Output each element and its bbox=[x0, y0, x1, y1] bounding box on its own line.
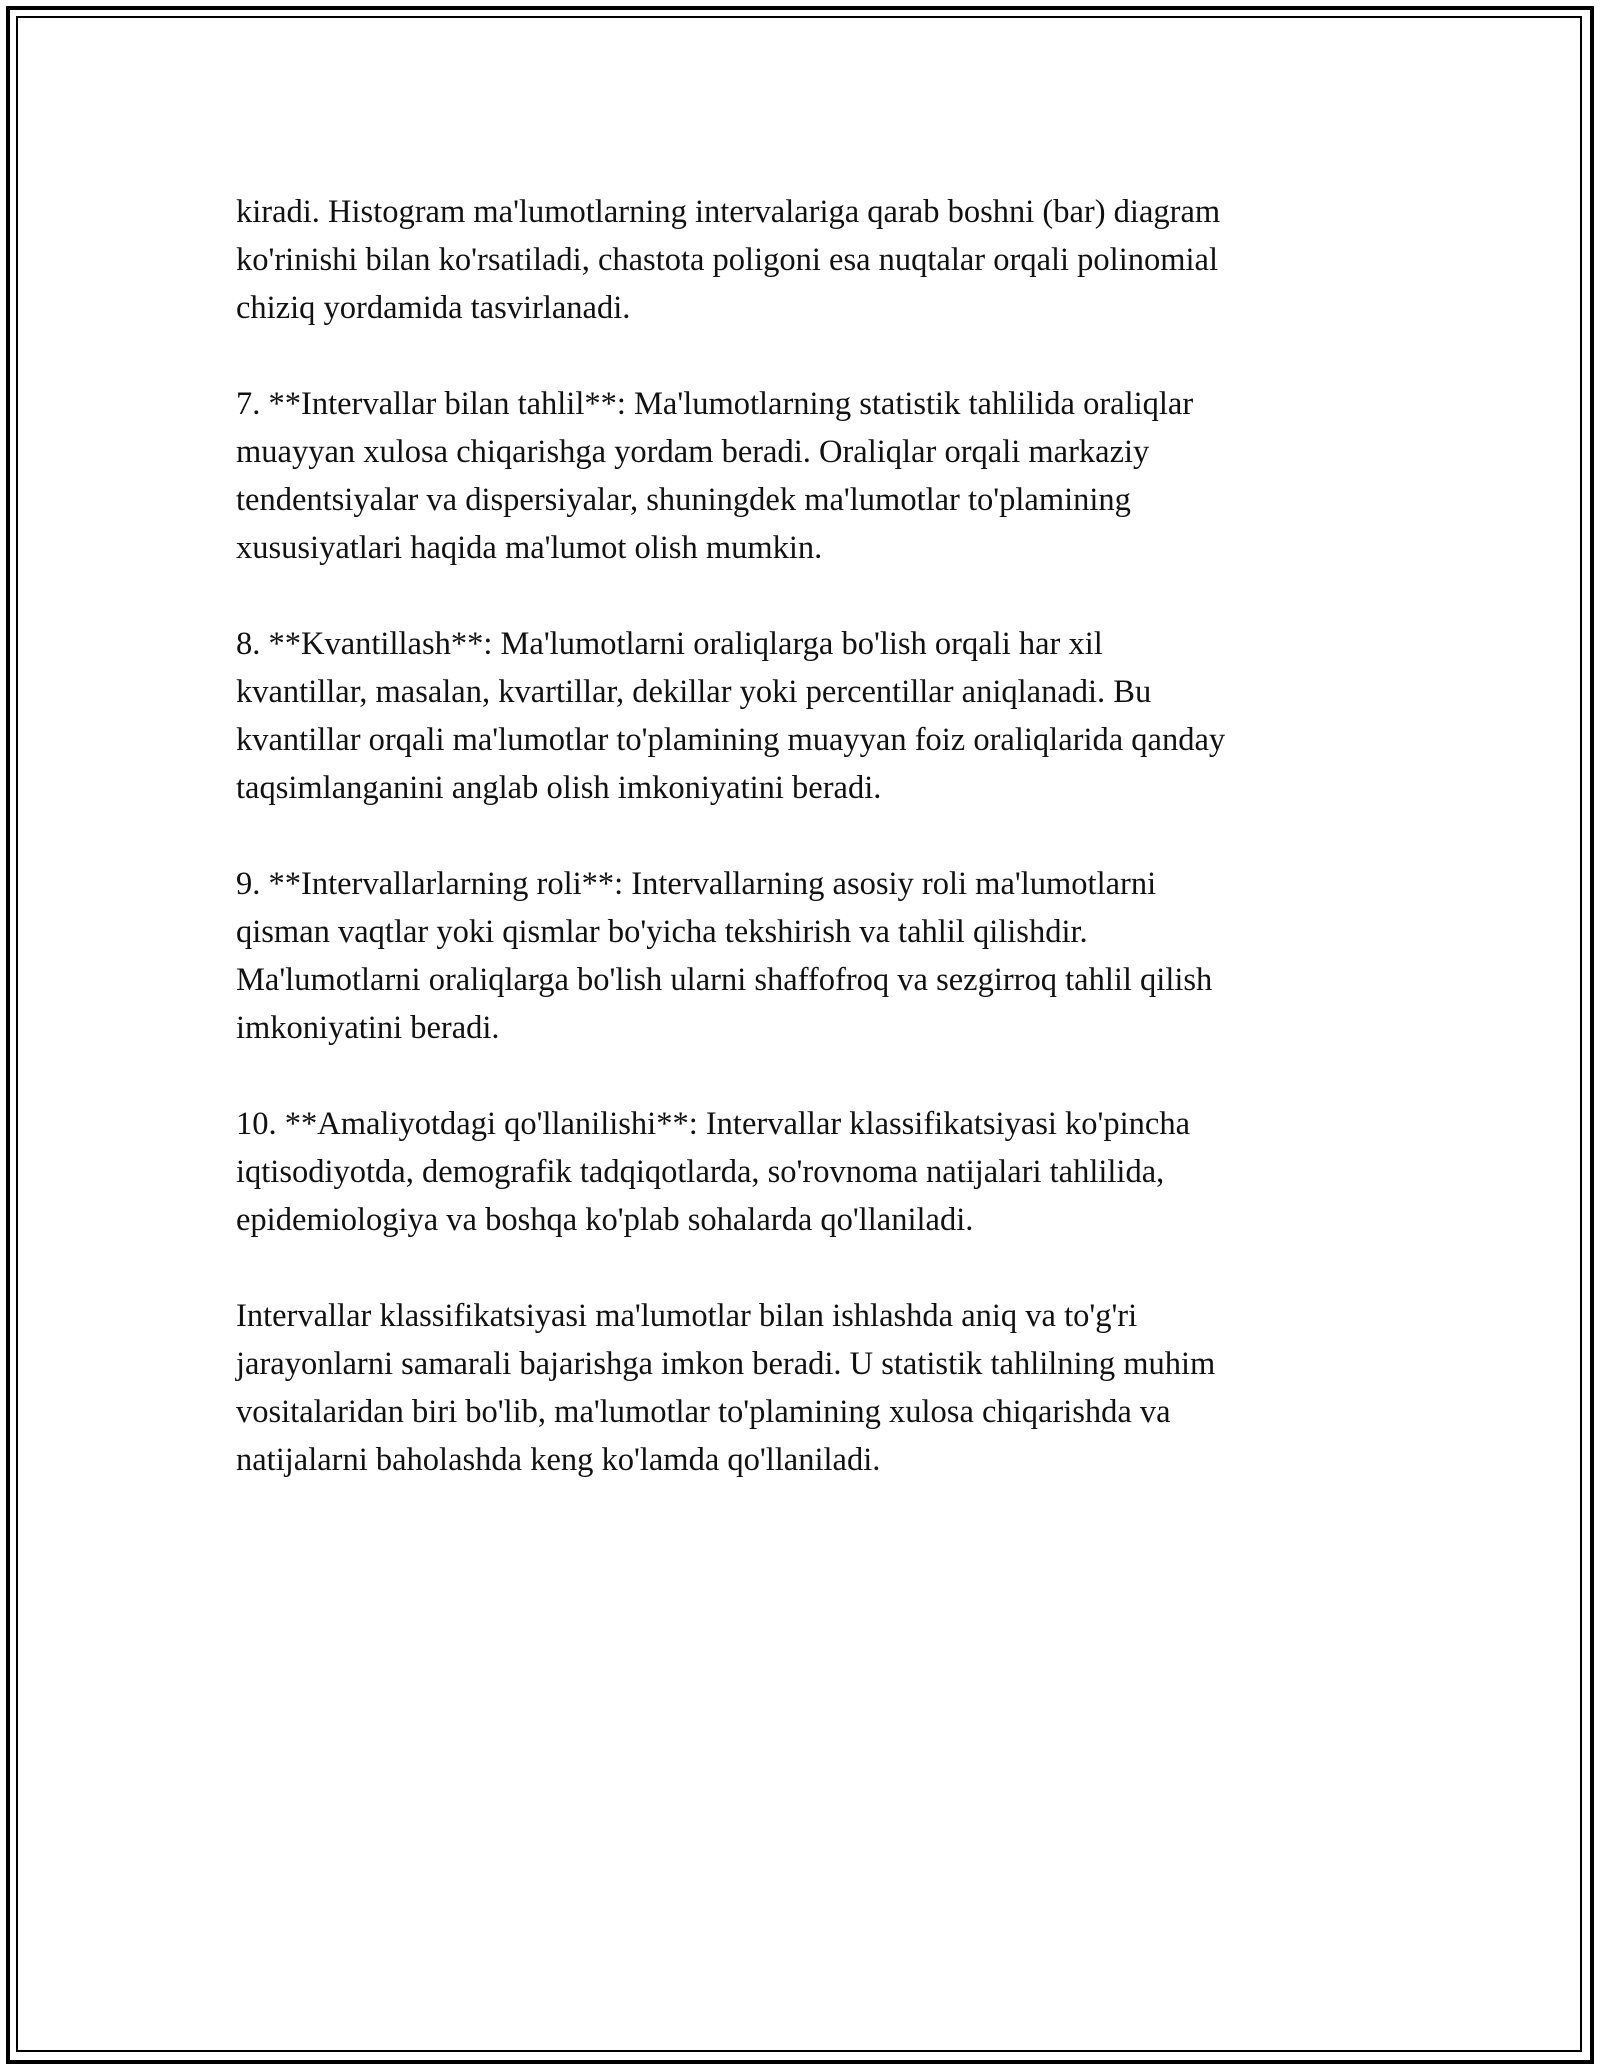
paragraph-histogram-continuation: kiradi. Histogram ma'lumotlarning intervalariga qarab boshni (bar) diagram ko'rinishi bilan ko'rsatiladi, chastota poligoni esa nuqtalar orqali polinomial chiziq yordamida tasvirlanadi. bbox=[236, 194, 1221, 326]
paragraph-interval-analysis: 7. **Intervallar bilan tahlil**: Ma'lumotlarning statistik tahlilida oraliqlar muayyan xulosa chiqarishga yordam beradi. Oraliqlar orqali markaziy tendentsiyalar va dispersiyalar, shuningdek ma'lumotlar to'plamining xususiyatlari haqida ma'lumot olish mumkin. bbox=[236, 386, 1194, 566]
paragraph-practical-use: 10. **Amaliyotdagi qo'llanilishi**: Intervallar klassifikatsiyasi ko'pincha iqtisodiyotda, demografik tadqiqotlarda, so'rovnoma natijalari tahlilida, epidemiologiya va boshqa ko'plab sohalarda qo'llaniladi. bbox=[236, 1106, 1191, 1238]
paragraph-role-of-intervals: 9. **Intervallarlarning roli**: Intervallarning asosiy roli ma'lumotlarni qisman vaqtlar yoki qismlar bo'yicha tekshirish va tahlil qilishdir. Ma'lumotlarni oraliqlarga bo'lish ularni shaffofroq va sezgirroq tahlil qilish imkoniyatini beradi. bbox=[236, 866, 1213, 1046]
paragraph-quantiles: 8. **Kvantillash**: Ma'lumotlarni oraliqlarga bo'lish orqali har xil kvantillar, masalan, kvartillar, dekillar yoki percentillar aniqlanadi. Bu kvantillar orqali ma'lumotlar to'plamining muayyan foiz oraliqlarida qanday taqsimlanganini anglab olish imkoniyatini beradi. bbox=[236, 626, 1226, 806]
paragraph-conclusion: Intervallar klassifikatsiyasi ma'lumotlar bilan ishlashda aniq va to'g'ri jarayonlarni samarali bajarishga imkon beradi. U statistik tahlilning muhim vositalaridan biri bo'lib, ma'lumotlar to'plamining xulosa chiqarishda va natijalarni baholashda keng ko'lamda qo'llaniladi. bbox=[236, 1298, 1216, 1478]
document-body bbox=[236, 188, 1376, 1532]
